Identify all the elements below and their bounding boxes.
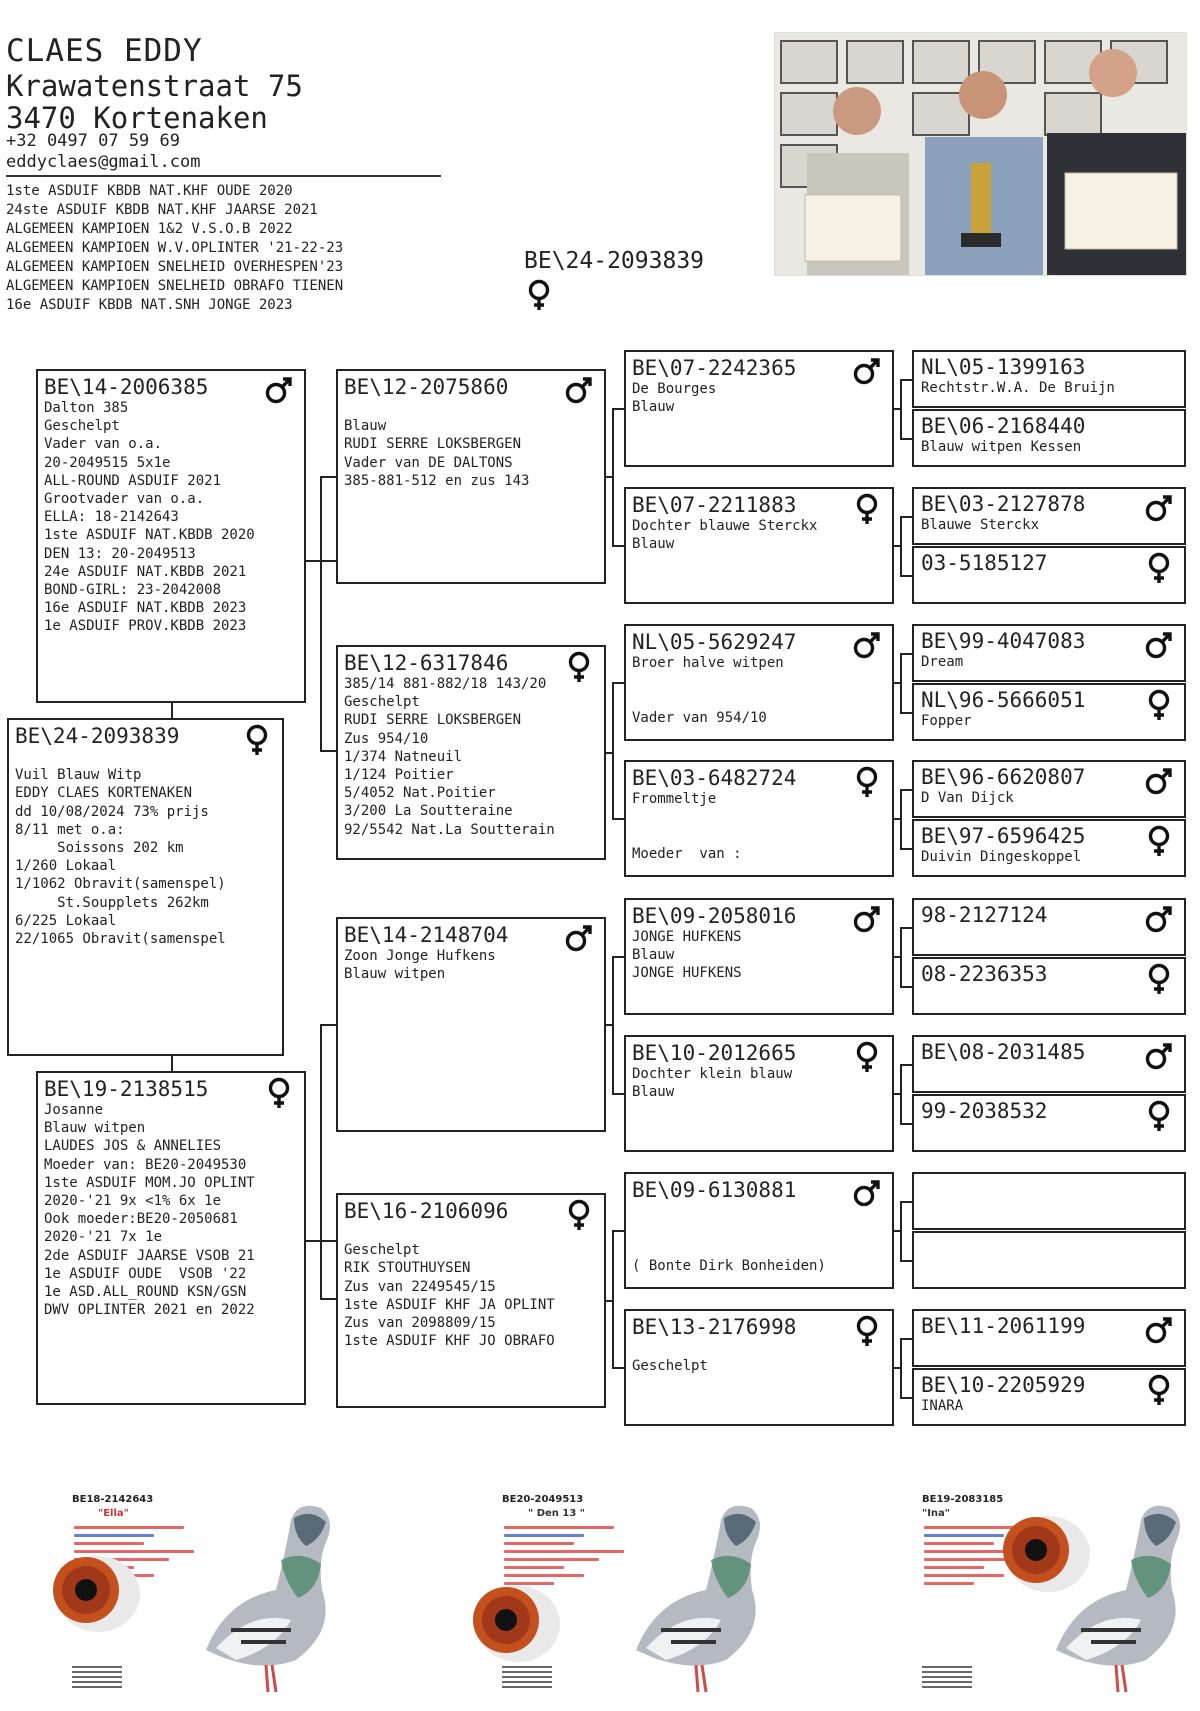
pedigree-line: JONGE HUFKENS <box>632 965 742 982</box>
pedigree-box-sd <box>336 645 606 860</box>
pedigree-line: 385/14 881-882/18 143/20 <box>344 676 547 692</box>
pedigree-line: Geschelpt <box>632 1358 708 1375</box>
pedigree-line: Blauw witpen <box>44 1120 146 1137</box>
connector-line <box>612 1230 614 1369</box>
pedigree-line: Vuil Blauw Witp <box>15 767 142 784</box>
pedigree-line: Vader van 954/10 <box>632 709 767 726</box>
ring-number: BE\03-6482724 <box>632 766 797 790</box>
connector-line <box>171 703 173 718</box>
pedigree-line: RUDI SERRE LOKSBERGEN <box>344 712 522 729</box>
ring-number: BE\09-2058016 <box>632 904 797 928</box>
male-symbol-icon <box>564 375 594 409</box>
ring-number: BE\13-2176998 <box>632 1315 797 1339</box>
female-symbol-icon <box>852 1041 882 1077</box>
pedigree-line: 8/11 met o.a: <box>15 821 125 838</box>
ring-number: NL\96-5666051 <box>921 688 1086 712</box>
pedigree-box-ds <box>336 917 606 1132</box>
connector-line <box>900 1260 912 1262</box>
pedigree-box-sdd <box>624 760 894 877</box>
female-symbol-icon <box>524 279 554 315</box>
ring-number: BE\24-2093839 <box>15 724 180 748</box>
pedigree-line: Soissons 202 km <box>15 840 184 856</box>
owner-title: ALGEMEEN KAMPIOEN W.V.OPLINTER '21-22-23 <box>6 240 344 256</box>
pedigree-line: 1ste ASDUIF KHF JA OPLINT <box>344 1296 555 1313</box>
connector-line <box>612 682 624 684</box>
pedigree-line: Dochter blauwe Sterckx <box>632 518 818 534</box>
ring-number: BE\12-2075860 <box>344 375 509 399</box>
owner-city: 3470 Kortenaken <box>6 101 268 135</box>
pedigree-line <box>632 672 886 690</box>
pedigree-line: LAUDES JOS & ANNELIES <box>44 1138 222 1155</box>
header-divider <box>6 175 441 177</box>
connector-line <box>320 476 336 478</box>
pedigree-line: DEN 13: 20-2049513 <box>44 545 196 562</box>
pedigree-box-ss <box>336 369 606 584</box>
pedigree-line: 1e ASDUIF OUDE VSOB '22 <box>44 1265 247 1282</box>
pedigree-line: EDDY CLAES KORTENAKEN <box>15 785 193 802</box>
pigeon-card <box>36 1480 356 1702</box>
pedigree-box-sire <box>36 369 306 703</box>
pedigree-line: Zus 954/10 <box>344 730 429 747</box>
connector-line <box>900 848 912 850</box>
pedigree-line: 1e ASD.ALL_ROUND KSN/GSN <box>44 1284 247 1301</box>
male-symbol-icon <box>1144 493 1174 527</box>
ring-number: BE\16-2106096 <box>344 1199 509 1223</box>
pedigree-line: Blauw <box>632 1084 675 1101</box>
pedigree-box-g5-4 <box>912 624 1186 682</box>
pedigree-line <box>15 748 276 766</box>
connector-line <box>900 379 912 381</box>
pedigree-line: Blauw witpen Kessen <box>921 439 1082 455</box>
pedigree-box-ddd <box>624 1309 894 1426</box>
pedigree-box-sds <box>624 624 894 741</box>
card-pigeon-name: "Ella" <box>98 1508 129 1519</box>
pedigree-line: Fopper <box>921 713 972 729</box>
female-symbol-icon <box>1144 1374 1174 1410</box>
pedigree-line <box>921 986 1177 1004</box>
pedigree-box-g5-15 <box>912 1368 1186 1426</box>
pedigree-line: 1/260 Lokaal <box>15 858 117 875</box>
female-symbol-icon <box>1144 689 1174 725</box>
ring-number: BE\07-2242365 <box>632 356 797 380</box>
pedigree-box-g5-8 <box>912 898 1186 956</box>
male-symbol-icon <box>1144 1041 1174 1075</box>
pedigree-line: dd 10/08/2024 73% prijs <box>15 803 209 820</box>
connector-line <box>612 956 624 958</box>
pedigree-box-ssd <box>624 487 894 604</box>
female-symbol-icon <box>242 724 272 760</box>
pedigree-box-dss <box>624 898 894 1015</box>
pedigree-line: Moeder van: BE20-2049530 <box>44 1156 247 1173</box>
pedigree-line: 1e ASDUIF PROV.KBDB 2023 <box>44 618 247 635</box>
male-symbol-icon <box>1144 766 1174 800</box>
pedigree-line: Moeder van : <box>632 845 742 862</box>
pedigree-line <box>921 1177 1177 1195</box>
owner-email: eddyclaes@gmail.com <box>6 152 201 172</box>
pedigree-line: DWV OPLINTER 2021 en 2022 <box>44 1302 255 1319</box>
pedigree-line: 6/225 Lokaal <box>15 912 117 929</box>
pedigree-line <box>921 1123 1177 1141</box>
pedigree-box-dds <box>624 1172 894 1289</box>
pedigree-line: RUDI SERRE LOKSBERGEN <box>344 436 522 453</box>
pedigree-line: Dochter klein blauw <box>632 1066 793 1082</box>
pedigree-line: 92/5542 Nat.La Soutterain <box>344 821 555 838</box>
pedigree-line <box>632 1220 886 1238</box>
pedigree-box-bird <box>7 718 284 1056</box>
connector-line <box>612 956 614 1095</box>
owner-street: Krawatenstraat 75 <box>6 69 303 103</box>
ring-number: BE\97-6596425 <box>921 824 1086 848</box>
pedigree-line <box>344 399 598 417</box>
connector-line <box>320 476 322 752</box>
male-symbol-icon <box>1144 630 1174 664</box>
connector-line <box>612 1230 624 1232</box>
male-symbol-icon <box>852 356 882 390</box>
male-symbol-icon <box>1144 904 1174 938</box>
pedigree-line <box>921 1064 1177 1082</box>
pedigree-line: D Van Dijck <box>921 790 1014 806</box>
pedigree-line: Zus van 2098809/15 <box>344 1315 496 1331</box>
pedigree-line: 1/374 Natneuil <box>344 748 463 765</box>
card-footer-address <box>922 1666 972 1691</box>
ring-number: 08-2236353 <box>921 962 1048 986</box>
pigeon-card <box>886 1480 1200 1702</box>
owner-title: 16e ASDUIF KBDB NAT.SNH JONGE 2023 <box>6 297 293 313</box>
owner-title: 1ste ASDUIF KBDB NAT.KHF OUDE 2020 <box>6 183 293 199</box>
pedigree-box-g5-2 <box>912 487 1186 545</box>
pedigree-line: Dream <box>921 654 964 670</box>
pedigree-line <box>632 808 886 826</box>
pedigree-box-dsd <box>624 1035 894 1152</box>
pedigree-line: ELLA: 18-2142643 <box>44 509 179 526</box>
pedigree-line: 1ste ASDUIF MOM.JO OPLINT <box>44 1174 255 1191</box>
female-symbol-icon <box>1144 825 1174 861</box>
pedigree-box-g5-7 <box>912 819 1186 877</box>
pedigree-line <box>921 1338 1177 1356</box>
female-symbol-icon <box>564 1199 594 1235</box>
card-ring: BE18-2142643 <box>72 1494 154 1505</box>
pedigree-line <box>632 1238 886 1256</box>
connector-line <box>900 1064 912 1066</box>
pedigree-line: Vader van o.a. <box>44 436 163 453</box>
pedigree-line: Blauw <box>344 418 387 435</box>
ring-number: BE\19-2138515 <box>44 1077 209 1101</box>
pedigree-box-g5-5 <box>912 683 1186 741</box>
pedigree-line: 1/1062 Obravit(samenspel) <box>15 876 226 893</box>
pedigree-box-g5-12 <box>912 1172 1186 1230</box>
pedigree-line <box>632 1339 886 1357</box>
connector-line <box>171 1056 173 1071</box>
owner-title: 24ste ASDUIF KBDB NAT.KHF JAARSE 2021 <box>6 202 318 218</box>
pedigree-line: 2020-'21 7x 1e <box>44 1229 163 1246</box>
pedigree-box-dam <box>36 1071 306 1405</box>
pedigree-line: Blauw <box>632 947 675 964</box>
connector-line <box>900 1201 902 1261</box>
pedigree-line: 16e ASDUIF NAT.KBDB 2023 <box>44 600 247 617</box>
pedigree-line: 20-2049515 5x1e <box>44 454 171 471</box>
male-symbol-icon <box>264 375 294 409</box>
pedigree-line: 385-881-512 en zus 143 <box>344 472 530 489</box>
pedigree-line: 3/200 La Soutteraine <box>344 803 513 820</box>
connector-line <box>900 1338 912 1340</box>
connector-line <box>900 1397 912 1399</box>
pedigree-box-g5-0 <box>912 350 1186 408</box>
pedigree-line: JONGE HUFKENS <box>632 929 742 945</box>
connector-line <box>320 1024 322 1300</box>
card-footer-address <box>72 1666 122 1691</box>
owner-title: ALGEMEEN KAMPIOEN 1&2 V.S.O.B 2022 <box>6 221 293 237</box>
ring-number: BE\10-2012665 <box>632 1041 797 1065</box>
connector-line <box>320 750 336 752</box>
pedigree-line: Geschelpt <box>344 694 420 711</box>
pedigree-line: Geschelpt <box>344 1242 420 1259</box>
pedigree-box-g5-3 <box>912 546 1186 604</box>
connector-line <box>900 789 902 849</box>
pedigree-box-g5-9 <box>912 957 1186 1015</box>
connector-line <box>900 653 902 713</box>
pedigree-line <box>921 927 1177 945</box>
owner-titles-list <box>6 182 343 315</box>
connector-line <box>612 545 624 547</box>
connector-line <box>900 712 912 714</box>
pedigree-box-sss <box>624 350 894 467</box>
ring-number: NL\05-5629247 <box>632 630 797 654</box>
ring-number: BE\03-2127878 <box>921 492 1086 516</box>
connector-line <box>612 1093 624 1095</box>
pedigree-line: Zoon Jonge Hufkens <box>344 948 496 964</box>
ring-number: BE\96-6620807 <box>921 765 1086 789</box>
male-symbol-icon <box>1144 1315 1174 1349</box>
pedigree-line <box>632 826 886 844</box>
card-pigeon-name: "Ina" <box>922 1508 951 1519</box>
female-symbol-icon <box>1144 552 1174 588</box>
owner-phone: +32 0497 07 59 69 <box>6 131 180 151</box>
pedigree-line: Grootvader van o.a. <box>44 491 205 508</box>
connector-line <box>320 1298 336 1300</box>
ring-number: 98-2127124 <box>921 903 1048 927</box>
female-symbol-icon <box>852 1315 882 1351</box>
pedigree-box-g5-1 <box>912 409 1186 467</box>
pedigree-line: ALL-ROUND ASDUIF 2021 <box>44 472 222 489</box>
pedigree-line <box>632 690 886 708</box>
ring-number: BE\06-2168440 <box>921 414 1086 438</box>
connector-line <box>900 438 912 440</box>
male-symbol-icon <box>564 923 594 957</box>
pedigree-line <box>921 1236 1177 1254</box>
pedigree-box-g5-11 <box>912 1094 1186 1152</box>
connector-line <box>612 408 624 410</box>
pedigree-line <box>344 1223 598 1241</box>
female-symbol-icon <box>564 651 594 687</box>
pedigree-line: Ook moeder:BE20-2050681 <box>44 1211 238 1228</box>
pedigree-line: 5/4052 Nat.Poitier <box>344 785 496 802</box>
female-symbol-icon <box>1144 963 1174 999</box>
ring-number: BE\08-2031485 <box>921 1040 1086 1064</box>
pedigree-line: Dalton 385 <box>44 400 129 416</box>
pedigree-line: 1/124 Poitier <box>344 767 454 784</box>
pedigree-line: Blauw <box>632 399 675 416</box>
pedigree-line <box>632 1202 886 1220</box>
pedigree-line: RIK STOUTHUYSEN <box>344 1260 471 1277</box>
ring-number: BE\10-2205929 <box>921 1373 1086 1397</box>
pedigree-box-g5-14 <box>912 1309 1186 1367</box>
pedigree-line: Duivin Dingeskoppel <box>921 849 1082 865</box>
pedigree-line: 1ste ASDUIF KHF JO OBRAFO <box>344 1333 555 1350</box>
pedigree-line: Geschelpt <box>44 418 120 435</box>
connector-line <box>900 1338 902 1398</box>
ring-number: BE\14-2148704 <box>344 923 509 947</box>
ring-number: 03-5185127 <box>921 551 1048 575</box>
female-symbol-icon <box>852 766 882 802</box>
connector-line <box>900 379 902 439</box>
ring-number: BE\11-2061199 <box>921 1314 1086 1338</box>
connector-line <box>900 575 912 577</box>
ring-number: BE\99-4047083 <box>921 629 1086 653</box>
pedigree-line <box>921 575 1177 593</box>
connector-line <box>900 927 902 987</box>
pedigree-line: Blauwe Sterckx <box>921 517 1040 533</box>
ring-number: 99-2038532 <box>921 1099 1048 1123</box>
ring-number: BE\14-2006385 <box>44 375 209 399</box>
pedigree-line: 2de ASDUIF JAARSE VSOB 21 <box>44 1247 255 1264</box>
owner-title: ALGEMEEN KAMPIOEN SNELHEID OBRAFO TIENEN <box>6 278 344 294</box>
pedigree-line: 2020-'21 9x <1% 6x 1e <box>44 1193 222 1210</box>
pedigree-line: Vader van DE DALTONS <box>344 454 513 471</box>
pedigree-line: BOND-GIRL: 23-2042008 <box>44 582 222 599</box>
female-symbol-icon <box>852 493 882 529</box>
pedigree-line: Josanne <box>44 1102 104 1118</box>
connector-line <box>900 516 912 518</box>
connector-line <box>612 1367 624 1369</box>
pedigree-line: De Bourges <box>632 381 717 397</box>
subject-ring: BE\24-2093839 <box>524 248 705 274</box>
pedigree-line: Blauw witpen <box>344 966 446 983</box>
connector-line <box>900 516 902 576</box>
pedigree-line: Broer halve witpen <box>632 655 784 671</box>
pedigree-line: Frommeltje <box>632 791 717 807</box>
pedigree-line: Zus van 2249545/15 <box>344 1278 496 1295</box>
pedigree-box-dd <box>336 1193 606 1408</box>
pedigree-line: 24e ASDUIF NAT.KBDB 2021 <box>44 563 247 580</box>
connector-line <box>320 1024 336 1026</box>
pedigree-line: Rechtstr.W.A. De Bruijn <box>921 380 1115 396</box>
ring-number: BE\12-6317846 <box>344 651 509 675</box>
pedigree-line: Blauw <box>632 536 675 553</box>
pedigree-line: 1ste ASDUIF NAT.KBDB 2020 <box>44 527 255 544</box>
pedigree-box-g5-10 <box>912 1035 1186 1093</box>
ring-number: BE\09-6130881 <box>632 1178 797 1202</box>
connector-line <box>612 818 624 820</box>
card-pigeon-name: " Den 13 " <box>528 1508 585 1519</box>
pedigree-line: St.Soupplets 262km <box>15 894 209 911</box>
pedigree-line: 22/1065 Obravit(samenspel <box>15 931 226 948</box>
connector-line <box>900 789 912 791</box>
pedigree-box-g5-13 <box>912 1231 1186 1289</box>
owner-photo <box>774 32 1187 276</box>
connector-line <box>900 986 912 988</box>
owner-name: CLAES EDDY <box>6 33 203 69</box>
male-symbol-icon <box>852 1178 882 1212</box>
female-symbol-icon <box>1144 1100 1174 1136</box>
pedigree-line: INARA <box>921 1398 964 1414</box>
connector-line <box>900 653 912 655</box>
card-footer-address <box>502 1666 552 1691</box>
card-ring: BE19-2083185 <box>922 1494 1004 1505</box>
male-symbol-icon <box>852 904 882 938</box>
connector-line <box>612 408 614 547</box>
male-symbol-icon <box>852 630 882 664</box>
pigeon-card <box>466 1480 786 1702</box>
connector-line <box>900 1064 902 1124</box>
connector-line <box>900 1201 912 1203</box>
female-symbol-icon <box>264 1077 294 1113</box>
connector-line <box>612 682 614 820</box>
ring-number: NL\05-1399163 <box>921 355 1086 379</box>
connector-line <box>900 927 912 929</box>
pedigree-box-g5-6 <box>912 760 1186 818</box>
owner-title: ALGEMEEN KAMPIOEN SNELHEID OVERHESPEN'23 <box>6 259 344 275</box>
connector-line <box>900 1123 912 1125</box>
pedigree-line: ( Bonte Dirk Bonheiden) <box>632 1257 826 1274</box>
ring-number: BE\07-2211883 <box>632 493 797 517</box>
card-ring: BE20-2049513 <box>502 1494 584 1505</box>
